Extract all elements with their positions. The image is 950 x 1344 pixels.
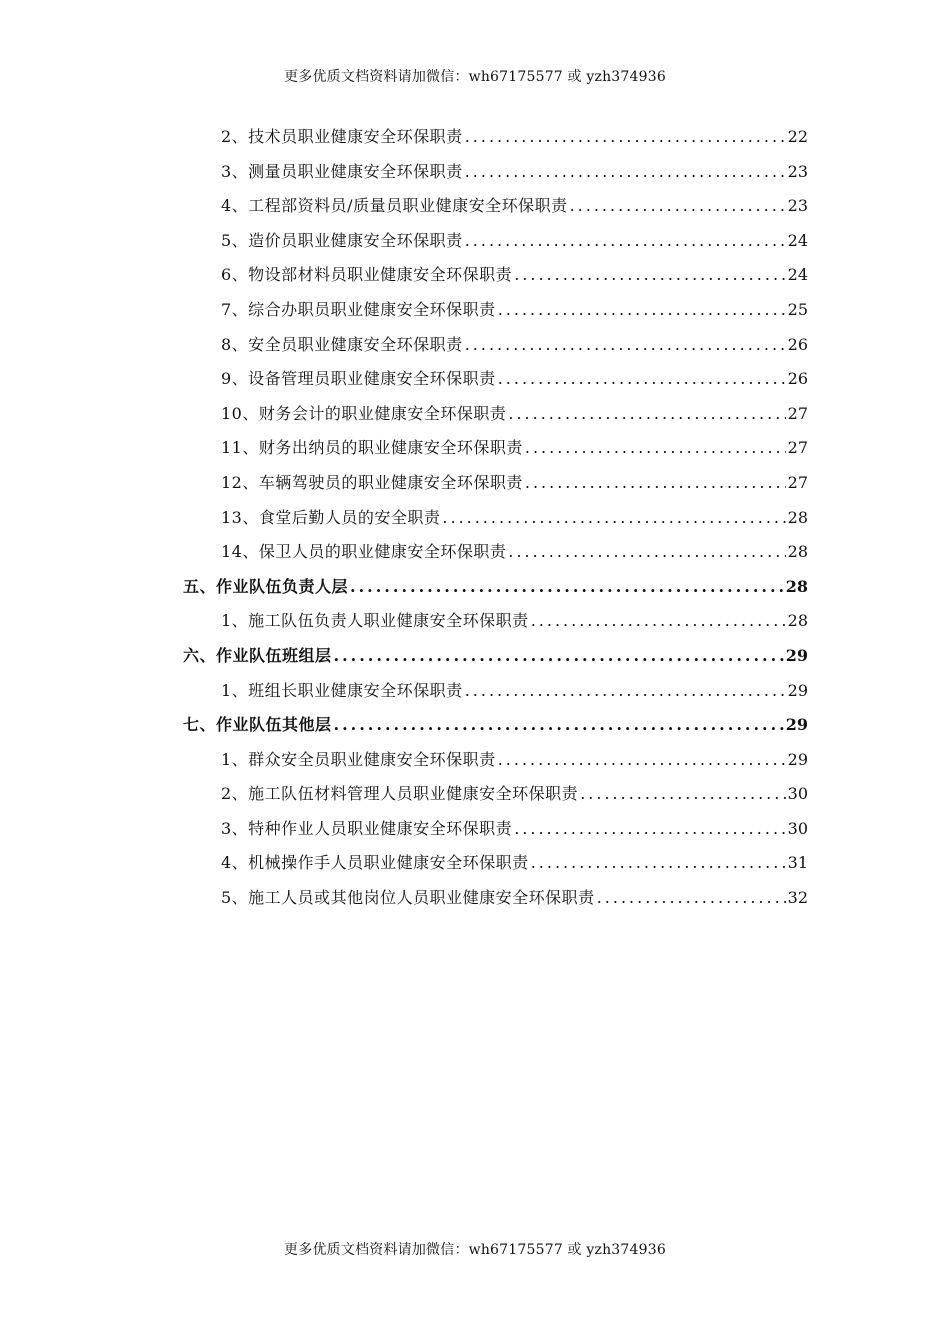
- toc-entry[interactable]: [183, 189, 808, 224]
- toc-entry[interactable]: [183, 155, 808, 190]
- toc-entry-title: 7、综合办职员职业健康安全环保职责: [221, 299, 496, 319]
- toc-entry-page: 29: [787, 749, 808, 769]
- toc-section-heading[interactable]: [183, 708, 808, 743]
- toc-entry[interactable]: [183, 397, 808, 432]
- toc-entry-page: 28: [785, 576, 808, 596]
- page-footer: 更多优质文档资料请加微信：wh67175577 或 yzh374936: [284, 1242, 666, 1258]
- toc-entry-page: 27: [787, 472, 808, 492]
- toc-entry-page: 23: [787, 196, 808, 216]
- toc-entry[interactable]: [183, 535, 808, 570]
- toc-entry-title: 12、车辆驾驶员的职业健康安全环保职责: [221, 472, 523, 492]
- toc-entry[interactable]: [183, 362, 808, 397]
- toc-entry-title: 5、造价员职业健康安全环保职责: [221, 230, 463, 250]
- toc-entry[interactable]: [183, 674, 808, 709]
- toc-dot-leader: [334, 708, 784, 743]
- toc-entry-page: 28: [787, 542, 808, 562]
- toc-entry-title: 六、作业队伍班组层: [183, 645, 332, 665]
- toc-dot-leader: [525, 431, 786, 466]
- toc-entry-page: 27: [787, 438, 808, 458]
- toc-dot-leader: [508, 397, 785, 432]
- toc-entry-title: 3、测量员职业健康安全环保职责: [221, 161, 463, 181]
- toc-entry-page: 30: [787, 818, 808, 838]
- toc-entry[interactable]: [183, 812, 808, 847]
- toc-dot-leader: [580, 777, 785, 812]
- toc-entry[interactable]: [183, 466, 808, 501]
- toc-entry-title: 2、施工队伍材料管理人员职业健康安全环保职责: [221, 784, 579, 804]
- toc-dot-leader: [465, 155, 786, 190]
- toc-entry-page: 27: [787, 403, 808, 423]
- toc-entry[interactable]: [183, 743, 808, 778]
- toc-dot-leader: [508, 535, 785, 570]
- toc-entry-title: 五、作业队伍负责人层: [183, 576, 349, 596]
- toc-entry-page: 28: [787, 611, 808, 631]
- toc-entry-title: 11、财务出纳员的职业健康安全环保职责: [221, 438, 523, 458]
- toc-entry[interactable]: [183, 431, 808, 466]
- toc-entry-page: 26: [787, 334, 808, 354]
- toc-dot-leader: [531, 846, 786, 881]
- toc-entry-page: 29: [785, 645, 808, 665]
- toc-entry-title: 6、物设部材料员职业健康安全环保职责: [221, 265, 513, 285]
- toc-entry-page: 23: [787, 161, 808, 181]
- toc-entry-title: 1、群众安全员职业健康安全环保职责: [221, 749, 496, 769]
- table-of-contents: [183, 120, 808, 916]
- toc-dot-leader: [498, 293, 786, 328]
- toc-entry-title: 4、机械操作手人员职业健康安全环保职责: [221, 853, 529, 873]
- toc-dot-leader: [442, 501, 785, 536]
- toc-entry-title: 9、设备管理员职业健康安全环保职责: [221, 369, 496, 389]
- toc-entry-title: 8、安全员职业健康安全环保职责: [221, 334, 463, 354]
- toc-entry-title: 1、施工队伍负责人职业健康安全环保职责: [221, 611, 529, 631]
- toc-dot-leader: [350, 570, 784, 605]
- toc-entry-page: 24: [787, 265, 808, 285]
- toc-entry-title: 14、保卫人员的职业健康安全环保职责: [221, 542, 507, 562]
- toc-entry[interactable]: [183, 501, 808, 536]
- toc-entry-page: 24: [787, 230, 808, 250]
- toc-entry-page: 32: [787, 888, 808, 908]
- toc-section-heading[interactable]: [183, 570, 808, 605]
- toc-entry[interactable]: [183, 258, 808, 293]
- toc-dot-leader: [597, 881, 786, 916]
- toc-entry-page: 26: [787, 369, 808, 389]
- toc-entry[interactable]: [183, 328, 808, 363]
- toc-entry-title: 3、特种作业人员职业健康安全环保职责: [221, 818, 513, 838]
- toc-entry-page: 25: [787, 299, 808, 319]
- toc-entry[interactable]: [183, 120, 808, 155]
- toc-dot-leader: [498, 362, 786, 397]
- toc-entry-title: 1、班组长职业健康安全环保职责: [221, 680, 463, 700]
- toc-entry-title: 2、技术员职业健康安全环保职责: [221, 127, 463, 146]
- toc-dot-leader: [465, 328, 786, 363]
- toc-dot-leader: [570, 189, 786, 224]
- toc-dot-leader: [498, 743, 786, 778]
- toc-dot-leader: [465, 224, 786, 259]
- toc-entry[interactable]: [183, 777, 808, 812]
- toc-entry-page: 29: [787, 680, 808, 700]
- toc-dot-leader: [465, 674, 786, 709]
- toc-dot-leader: [465, 120, 786, 155]
- toc-entry-page: 30: [787, 784, 808, 804]
- toc-dot-leader: [514, 812, 785, 847]
- toc-entry-title: 4、工程部资料员/质量员职业健康安全环保职责: [221, 196, 568, 216]
- toc-entry-page: 31: [787, 853, 808, 873]
- toc-dot-leader: [334, 639, 784, 674]
- toc-entry[interactable]: [183, 881, 808, 916]
- toc-entry-page: 28: [787, 507, 808, 527]
- toc-entry[interactable]: [183, 224, 808, 259]
- toc-entry[interactable]: [183, 293, 808, 328]
- toc-entry-title: 七、作业队伍其他层: [183, 715, 332, 735]
- toc-entry[interactable]: [183, 604, 808, 639]
- toc-entry-page: 22: [787, 127, 808, 146]
- toc-dot-leader: [525, 466, 786, 501]
- toc-entry[interactable]: [183, 846, 808, 881]
- toc-dot-leader: [514, 258, 785, 293]
- toc-entry-title: 13、食堂后勤人员的安全职责: [221, 507, 441, 527]
- toc-entry-page: 29: [785, 715, 808, 735]
- page-header: 更多优质文档资料请加微信：wh67175577 或 yzh374936: [284, 69, 666, 85]
- toc-dot-leader: [531, 604, 786, 639]
- toc-entry-title: 10、财务会计的职业健康安全环保职责: [221, 403, 507, 423]
- toc-entry-title: 5、施工人员或其他岗位人员职业健康安全环保职责: [221, 888, 595, 908]
- toc-section-heading[interactable]: [183, 639, 808, 674]
